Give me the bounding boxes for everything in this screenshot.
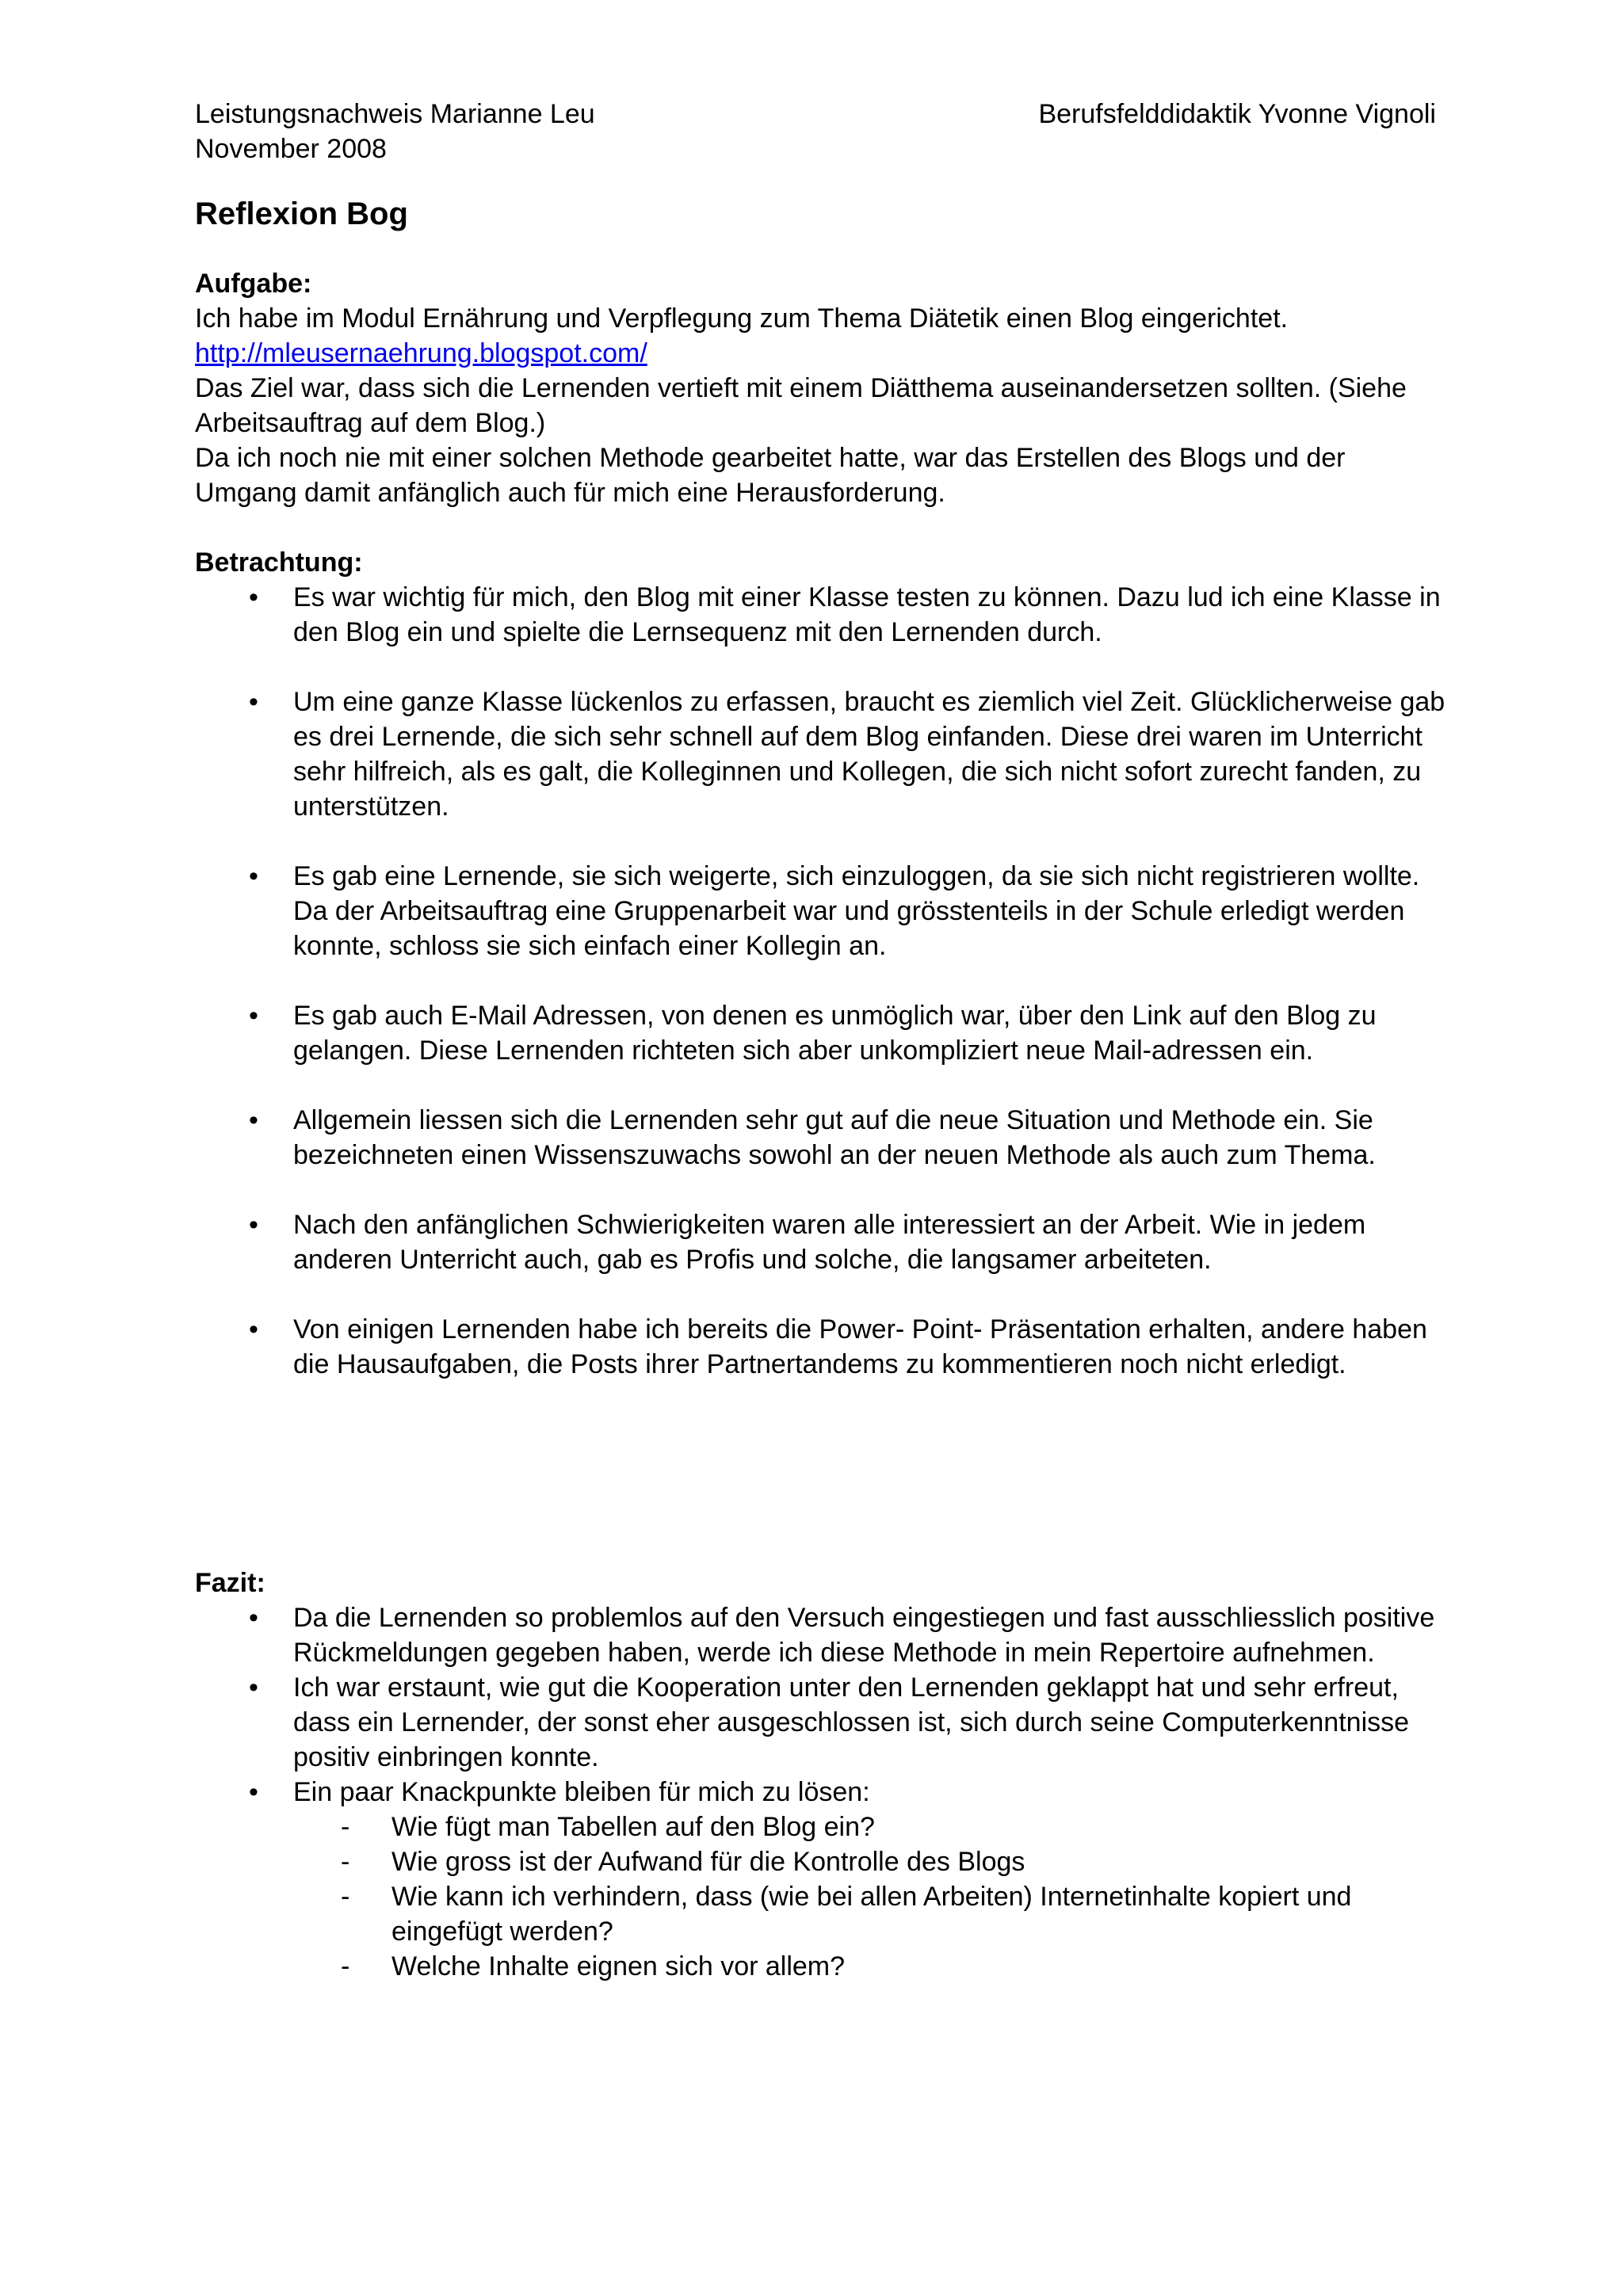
knackpunkte-list: [195, 1810, 1447, 1984]
list-item: • Allgemein liessen sich die Lernenden sehr gut auf die neue Situation und Methode ein. Sie bezeichneten einen Wissenszuwachs sowohl an der neuen Methode als auch zum Thema.: [195, 1103, 1447, 1173]
list-item: - Welche Inhalte eignen sich vor allem?: [195, 1949, 1447, 1984]
page-header: [195, 97, 1436, 166]
list-item: • Ich war erstaunt, wie gut die Kooperation unter den Lernenden geklappt hat und sehr erfreut, dass ein Lernender, der sonst eher ausgeschlossen ist, sich durch seine Computerkenntnisse positiv einbringen konnte.: [195, 1670, 1447, 1775]
header-date: November 2008: [195, 134, 387, 164]
header-author: Leistungsnachweis Marianne Leu: [195, 99, 595, 129]
betrachtung-heading: Betrachtung:: [195, 547, 363, 578]
aufgabe-challenge: Da ich noch nie mit einer solchen Methode gearbeitet hatte, war das Erstellen des Blogs und der Umgang damit anfänglich auch für mich eine Herausforderung.: [195, 443, 1346, 508]
page-title: Reflexion Bog: [195, 196, 408, 231]
section-aufgabe: [195, 266, 1447, 510]
betrachtung-list: [195, 580, 1447, 1382]
list-item: - Wie kann ich verhindern, dass (wie bei allen Arbeiten) Internetinhalte kopiert und eingefügt werden?: [195, 1879, 1447, 1949]
list-item: - Wie gross ist der Aufwand für die Kontrolle des Blogs: [195, 1844, 1447, 1879]
blog-link[interactable]: http://mleusernaehrung.blogspot.com/: [195, 338, 647, 368]
section-fazit: [195, 1566, 1447, 1984]
fazit-list: [195, 1600, 1447, 1810]
list-item: • Von einigen Lernenden habe ich bereits die Power- Point- Präsentation erhalten, andere haben die Hausaufgaben, die Posts ihrer Partnertandems zu kommentieren noch nicht erledigt.: [195, 1312, 1447, 1382]
list-item: [195, 1775, 1447, 1810]
knackpunkte-intro: Ein paar Knackpunkte bleiben für mich zu lösen:: [293, 1777, 870, 1807]
aufgabe-goal: Das Ziel war, dass sich die Lernenden vertieft mit einem Diätthema auseinandersetzen sollten. (Siehe Arbeitsauftrag auf dem Blog.): [195, 373, 1407, 438]
section-betrachtung: [195, 545, 1447, 1382]
fazit-heading: Fazit:: [195, 1568, 265, 1598]
header-course: Berufsfelddidaktik Yvonne Vignoli: [1038, 99, 1436, 129]
aufgabe-intro: Ich habe im Modul Ernährung und Verpflegung zum Thema Diätetik einen Blog eingerichtet.: [195, 303, 1289, 334]
list-item: • Es war wichtig für mich, den Blog mit einer Klasse testen zu können. Dazu lud ich eine Klasse in den Blog ein und spielte die Lernsequenz mit den Lernenden durch.: [195, 580, 1447, 650]
list-item: • Um eine ganze Klasse lückenlos zu erfassen, braucht es ziemlich viel Zeit. Glücklicherweise gab es drei Lernende, die sich sehr schnell auf dem Blog einfanden. Diese drei waren im Unterricht sehr hilfreich, als es galt, die Kolleginnen und Kollegen, die sich nicht sofort zurecht fanden, zu unterstützen.: [195, 685, 1447, 824]
list-item: - Wie fügt man Tabellen auf den Blog ein?: [195, 1810, 1447, 1844]
aufgabe-heading: Aufgabe:: [195, 269, 312, 299]
list-item: • Es gab eine Lernende, sie sich weigerte, sich einzuloggen, da sie sich nicht registrieren wollte. Da der Arbeitsauftrag eine Gruppenarbeit war und grösstenteils in der Schule erledigt werden konnte, schloss sie sich einfach einer Kollegin an.: [195, 859, 1447, 963]
list-item: • Da die Lernenden so problemlos auf den Versuch eingestiegen und fast ausschliesslich positive Rückmeldungen gegeben haben, werde ich diese Methode in mein Repertoire aufnehmen.: [195, 1600, 1447, 1670]
list-item: • Es gab auch E-Mail Adressen, von denen es unmöglich war, über den Link auf den Blog zu gelangen. Diese Lernenden richteten sich aber unkompliziert neue Mail-adressen ein.: [195, 998, 1447, 1068]
list-item: • Nach den anfänglichen Schwierigkeiten waren alle interessiert an der Arbeit. Wie in jedem anderen Unterricht auch, gab es Profis und solche, die langsamer arbeiteten.: [195, 1207, 1447, 1277]
